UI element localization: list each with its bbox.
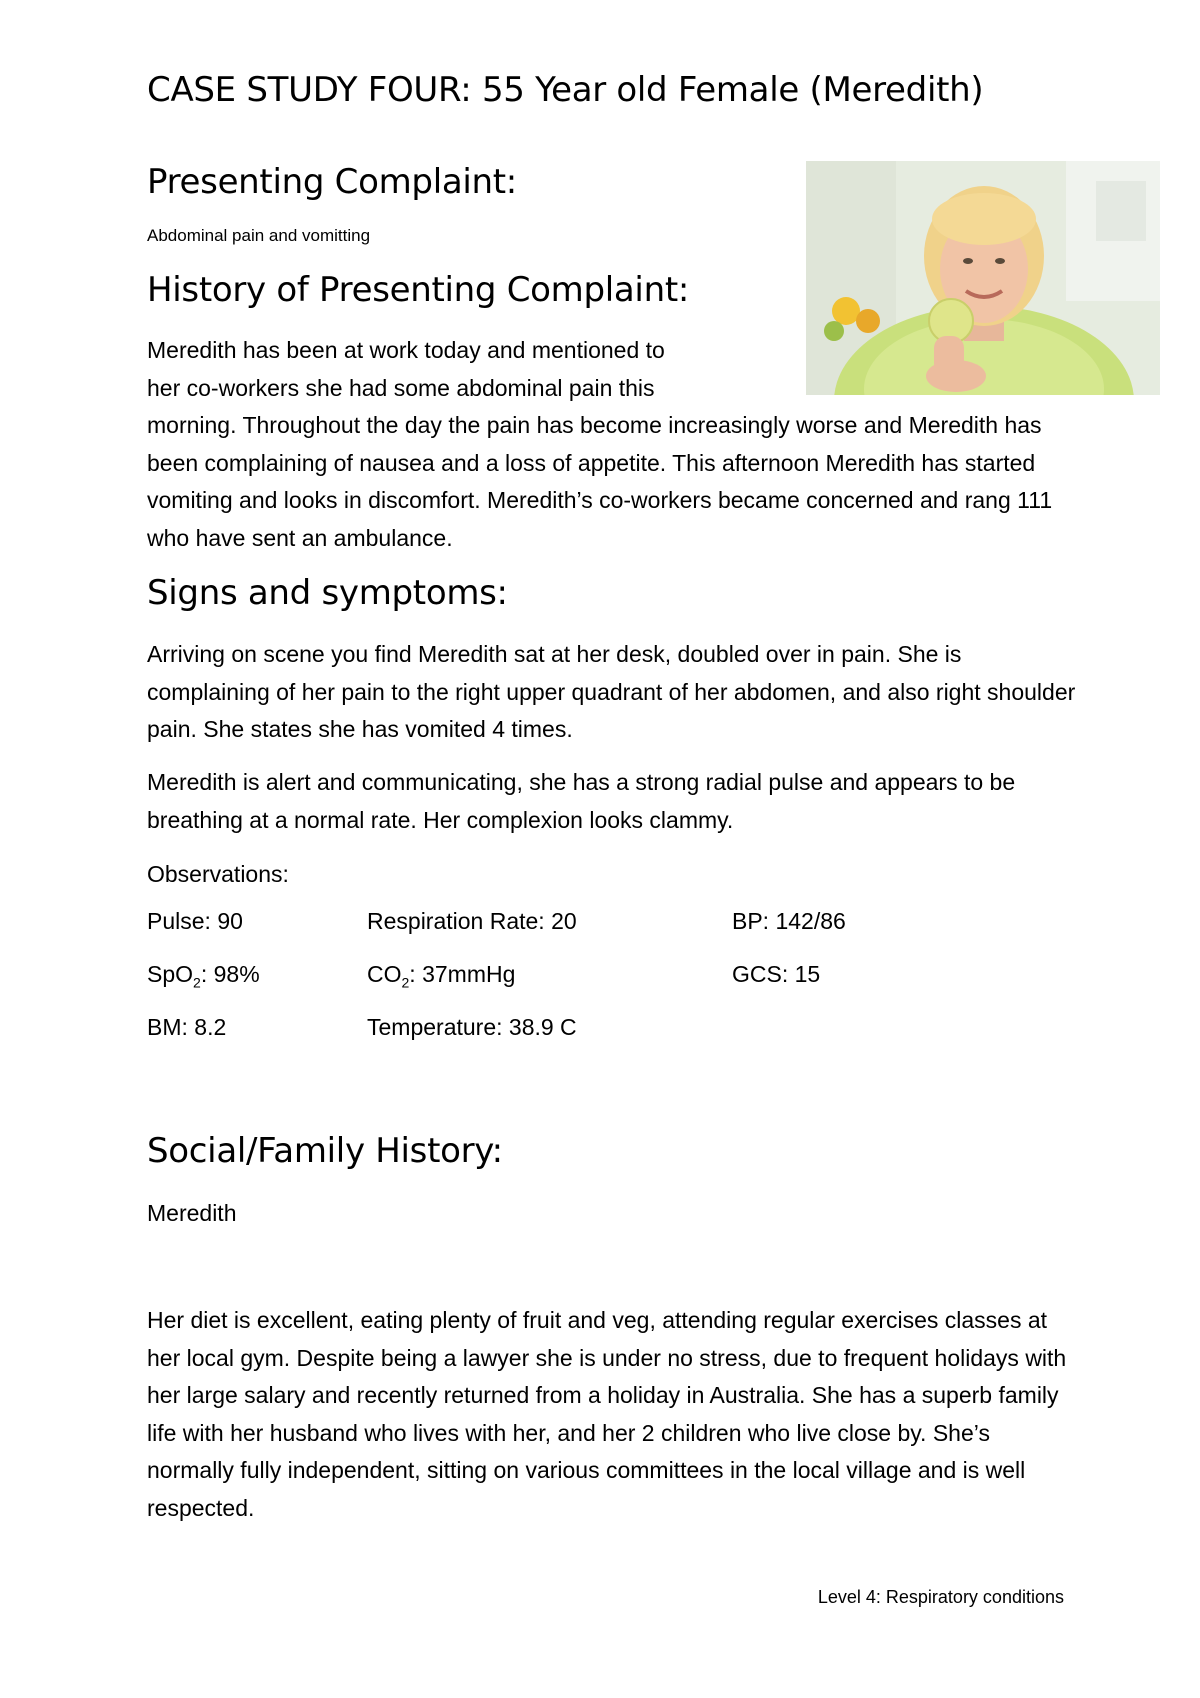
signs-symptoms-heading: Signs and symptoms: <box>147 573 508 613</box>
obs-bm: BM: 8.2 <box>147 1014 227 1040</box>
history-heading: History of Presenting Complaint: <box>147 270 690 310</box>
history-line-1: Meredith has been at work today and mentioned to <box>147 337 665 363</box>
presenting-complaint-text: Abdominal pain and vomitting <box>147 226 371 245</box>
observations-label: Observations: <box>147 861 289 887</box>
social-paragraph: Her diet is excellent, eating plenty of fruit and veg, attending regular exercises classes at her local gym. Despite being a lawyer she is under no stress, due to frequent holidays with her large salary and recently returned from a holiday in Australia. She has a superb family life with her husband who lives with her, and her 2 children who live close by. She’s normally fully independent, sitting on various committees in the local village and is well respected. <box>147 1307 1067 1521</box>
page-footer: Level 4: Respiratory conditions <box>817 1587 1064 1607</box>
obs-blood-pressure: BP: 142/86 <box>732 908 846 934</box>
history-line-2: her co-workers she had some abdominal pain this <box>147 375 655 401</box>
patient-photo <box>806 161 1160 395</box>
page-title: CASE STUDY FOUR: 55 Year old Female (Meredith) <box>147 70 984 110</box>
social-name: Meredith <box>147 1200 237 1226</box>
obs-pulse: Pulse: 90 <box>147 908 243 934</box>
signs-paragraph-2: Meredith is alert and communicating, she has a strong radial pulse and appears to be breathing at a normal rate. Her complexion looks clammy. <box>147 769 1016 833</box>
obs-gcs: GCS: 15 <box>732 961 821 987</box>
presenting-complaint-heading: Presenting Complaint: <box>147 162 517 202</box>
woman-with-apple-image <box>806 161 1160 395</box>
history-paragraph: morning. Throughout the day the pain has become increasingly worse and Meredith has been complaining of nausea and a loss of appetite. This afternoon Meredith has started vomiting and looks in discomfort. Meredith’s co-workers became concerned and rang 111 who have sent an ambulance. <box>147 412 1053 551</box>
signs-paragraph-1: Arriving on scene you find Meredith sat at her desk, doubled over in pain. She is complaining of her pain to the right upper quadrant of her abdomen, and also right shoulder pain. She states she has vomited 4 times. <box>147 641 1076 742</box>
obs-temperature: Temperature: 38.9 C <box>367 1014 577 1040</box>
social-family-history-heading: Social/Family History: <box>147 1131 503 1171</box>
obs-co2: $CO_2$: 37mmHg <box>367 961 516 991</box>
obs-spo2: SpO$_2$: 98% <box>147 961 260 991</box>
obs-respiration-rate: Respiration Rate: 20 <box>367 908 577 934</box>
